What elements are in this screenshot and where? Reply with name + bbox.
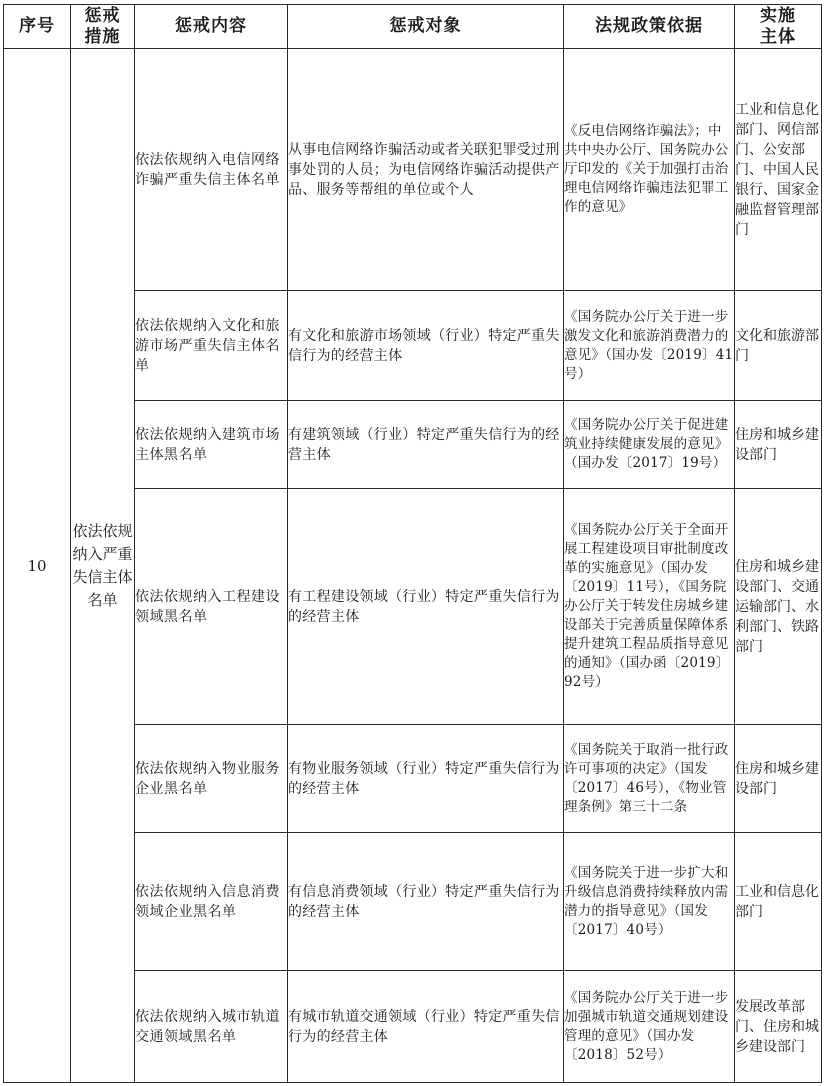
header-row: [4, 5, 822, 49]
subject-text: 住房和城乡建设部门: [735, 426, 819, 463]
content-cell: 依法依规纳入城市轨道交通领域黑名单: [135, 971, 288, 1083]
basis-cell: 《国务院办公厅关于进一步激发文化和旅游消费潜力的意见》（国办发〔2019〕41号）: [564, 291, 735, 401]
subject-cell: [735, 49, 822, 291]
target-cell: 有城市轨道交通领域（行业）特定严重失信行为的经营主体: [288, 971, 564, 1083]
target-cell: 有建筑领域（行业）特定严重失信行为的经营主体: [288, 401, 564, 489]
credit-punishment-table: [3, 4, 822, 1083]
header-measure: [71, 5, 135, 49]
header-basis: 法规政策依据: [564, 5, 735, 49]
header-seq: 序号: [4, 5, 71, 49]
basis-cell: 《国务院办公厅关于全面开展工程建设项目审批制度改革的实施意见》（国办发〔2019〕11号），《国务院办公厅关于转发住房城乡建设部关于完善质量保障体系提升建筑工程品质指导意见的通知》（国办函〔2019〕92号）: [564, 489, 735, 725]
seq-cell: 10: [4, 49, 71, 1083]
subject-text: 住房和城乡建设部门、交通运输部门、水利部门、铁路部门: [735, 558, 819, 655]
basis-cell: 《国务院关于进一步扩大和升级信息消费持续释放内需潜力的指导意见》（国发〔2017〕40号）: [564, 833, 735, 971]
target-cell: 有工程建设领域（行业）特定严重失信行为的经营主体: [288, 489, 564, 725]
header-content: 惩戒内容: [135, 5, 288, 49]
basis-cell: 《国务院办公厅关于促进建筑业持续健康发展的意见》（国办发〔2017〕19号）: [564, 401, 735, 489]
content-cell: 依法依规纳入电信网络诈骗严重失信主体名单: [135, 49, 288, 291]
subject-text: 工业和信息化部门: [735, 883, 819, 920]
header-measure-label: 惩戒措施: [84, 5, 121, 47]
subject-cell: [735, 725, 822, 833]
basis-cell: 《国务院关于取消一批行政许可事项的决定》（国发〔2017〕46号），《物业管理条例》第三十二条: [564, 725, 735, 833]
subject-text: 发展改革部门、住房和城乡建设部门: [735, 998, 819, 1055]
subject-text: 工业和信息化部门、网信部门、公安部门、中国人民银行、国家金融监督管理部门: [735, 101, 819, 238]
target-cell: 有信息消费领域（行业）特定严重失信行为的经营主体: [288, 833, 564, 971]
content-cell: 依法依规纳入物业服务企业黑名单: [135, 725, 288, 833]
target-cell: 有文化和旅游市场领域（行业）特定严重失信行为的经营主体: [288, 291, 564, 401]
subject-cell: [735, 971, 822, 1083]
subject-cell: [735, 833, 822, 971]
header-subject: [735, 5, 822, 49]
table-row: [4, 49, 822, 291]
content-cell: 依法依规纳入文化和旅游市场严重失信主体名单: [135, 291, 288, 401]
subject-text: 文化和旅游部门: [735, 327, 819, 364]
content-cell: 依法依规纳入建筑市场主体黑名单: [135, 401, 288, 489]
basis-cell: 《反电信网络诈骗法》；中共中央办公厅、国务院办公厅印发的《关于加强打击治理电信网络诈骗违法犯罪工作的意见》: [564, 49, 735, 291]
content-cell: 依法依规纳入信息消费领域企业黑名单: [135, 833, 288, 971]
header-target: 惩戒对象: [288, 5, 564, 49]
subject-cell: [735, 401, 822, 489]
header-subject-label: 实施主体: [760, 5, 796, 47]
subject-text: 住房和城乡建设部门: [735, 760, 819, 797]
measure-cell: 依法依规纳入严重失信主体名单: [71, 49, 135, 1083]
basis-cell: 《国务院办公厅关于进一步加强城市轨道交通规划建设管理的意见》（国办发〔2018〕52号）: [564, 971, 735, 1083]
subject-cell: [735, 291, 822, 401]
target-cell: 从事电信网络诈骗活动或者关联犯罪受过刑事处罚的人员；为电信网络诈骗活动提供产品、服务等帮组的单位或个人: [288, 49, 564, 291]
target-cell: 有物业服务领域（行业）特定严重失信行为的经营主体: [288, 725, 564, 833]
content-cell: 依法依规纳入工程建设领域黑名单: [135, 489, 288, 725]
subject-cell: [735, 489, 822, 725]
